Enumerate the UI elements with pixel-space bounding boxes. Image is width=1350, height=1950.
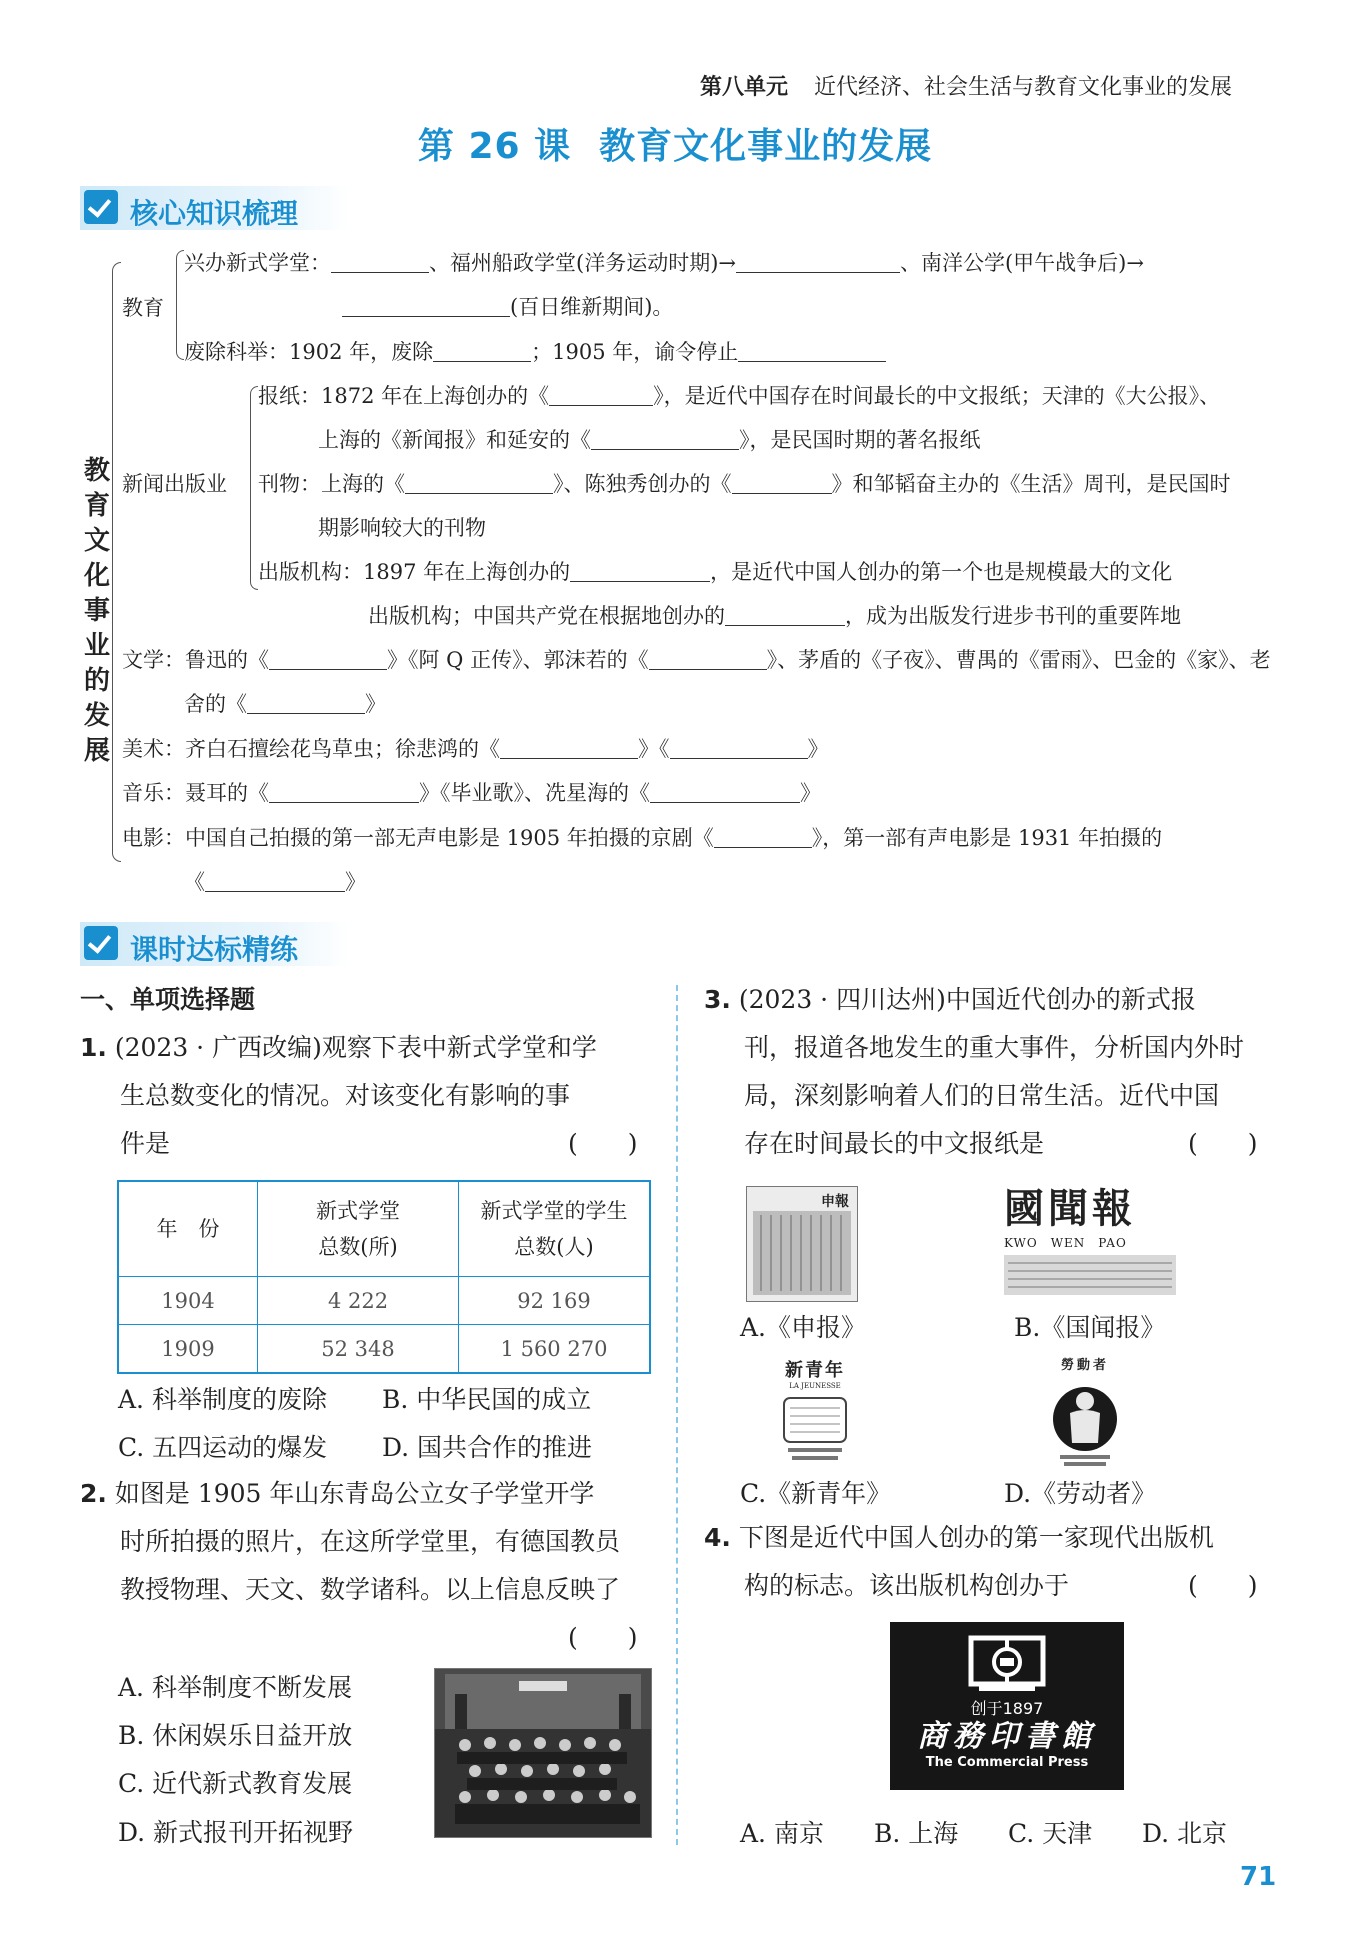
checkmark-icon (84, 190, 118, 224)
guowenbao-image: 國聞報 KWO WEN PAO (1004, 1186, 1176, 1300)
logo-since: 创于1897 (970, 1699, 1044, 1718)
q2-option-b[interactable]: B. 休闲娱乐日益开放 (118, 1721, 353, 1750)
question-1: 1. (2023 · 广西改编)观察下表中新式学堂和学 生总数变化的情况。对该变化有影响的事 件是 (80, 1033, 597, 1158)
q2-option-d[interactable]: D. 新式报刊开拓视野 (118, 1818, 354, 1847)
tree-line-7: 期影响较大的刊物 (318, 516, 486, 540)
shenbao-image: 申報 (746, 1186, 858, 1302)
q4-option-a[interactable]: A. 南京 (740, 1819, 824, 1848)
page-number: 71 (1240, 1862, 1277, 1892)
question-4: 4. 下图是近代中国人创办的第一家现代出版机 构的标志。该出版机构创办于 (704, 1523, 1214, 1600)
q4-option-d[interactable]: D. 北京 (1142, 1819, 1228, 1848)
tree-line-8: 出版机构：1897 年在上海创办的 ，是近代中国人创办的第一个也是规模最大的文化 (258, 560, 1173, 584)
news-brace (250, 386, 258, 590)
column-divider (676, 985, 678, 1845)
section-title: 课时达标精练 (130, 933, 299, 966)
school-stats-table (117, 1180, 651, 1374)
answer-blank-q3[interactable]: ( ) (1188, 1129, 1258, 1158)
tree-line-11: 舍的《 》 (184, 692, 386, 716)
q4-option-b[interactable]: B. 上海 (874, 1819, 959, 1848)
tree-line-10: 文学：鲁迅的《 》《阿 Q 正传》、郭沫若的《 》、茅盾的《子夜》、曹禺的《雷雨》、巴金的《家》、老 (122, 648, 1271, 672)
question-number: 3. (704, 985, 731, 1014)
lesson-number: 第 26 课 (417, 126, 572, 167)
tree-line-12: 美术：齐白石擅绘花鸟草虫；徐悲鸿的《 》《 》 (122, 737, 829, 761)
q1-option-d[interactable]: D. 国共合作的推进 (382, 1433, 593, 1462)
section-title: 核心知识梳理 (130, 197, 299, 230)
lesson-name: 教育文化事业的发展 (599, 126, 933, 167)
table-header-students: 新式学堂的学生 总数(人) (459, 1181, 651, 1277)
tree-line-13: 音乐：聂耳的《 》《毕业歌》、冼星海的《 》 (122, 781, 821, 805)
tree-news-label: 新闻出版业 (122, 472, 227, 496)
table-row: 1909 52 348 1 560 270 (118, 1325, 650, 1374)
unit-label: 第八单元 (700, 75, 789, 100)
logo-name: 商務印書館 (917, 1719, 1097, 1754)
answer-blank-q4[interactable]: ( ) (1188, 1571, 1258, 1600)
commercial-press-logo (890, 1622, 1124, 1790)
question-number: 4. (704, 1523, 731, 1552)
table-header-year: 年 份 (118, 1181, 258, 1277)
unit-header (700, 70, 1232, 101)
answer-blank-q1[interactable]: ( ) (568, 1129, 638, 1158)
section-core-knowledge (80, 186, 350, 230)
q4-option-c[interactable]: C. 天津 (1008, 1819, 1093, 1848)
tree-line-1: 兴办新式学堂： 、福州船政学堂(洋务运动时期)→ 、南洋公学(甲午战争后)→ (184, 251, 1144, 275)
root-brace (112, 262, 121, 862)
q1-option-a[interactable]: A. 科举制度的废除 (118, 1385, 327, 1414)
book-emblem-icon (967, 1632, 1047, 1694)
edu-brace (176, 250, 184, 360)
tree-root-label: 教育文化事业的发展 (83, 456, 110, 766)
tree-line-6: 刊物：上海的《 》、陈独秀创办的《 》和邹韬奋主办的《生活》周刊，是民国时 (258, 472, 1231, 496)
question-2: 2. 如图是 1905 年山东青岛公立女子学堂开学 时所拍摄的照片，在这所学堂里，有德国教员 教授物理、天文、数学诸科。以上信息反映了 (80, 1479, 621, 1604)
pencil-icon (84, 926, 118, 960)
tree-line-2: (百日维新期间)。 (342, 297, 673, 318)
q1-option-c[interactable]: C. 五四运动的爆发 (118, 1433, 328, 1462)
question-number: 2. (80, 1479, 107, 1508)
answer-blank-q2[interactable]: ( ) (568, 1623, 638, 1652)
school-photo (434, 1668, 652, 1838)
tree-line-3: 废除科举：1902 年，废除 ；1905 年，谕令停止 (184, 342, 886, 363)
tree-line-5: 上海的《新闻报》和延安的《 》，是民国时期的著名报纸 (318, 428, 981, 452)
part-title: 一、单项选择题 (80, 985, 256, 1014)
question-3: 3. (2023 · 四川达州)中国近代创办的新式报 刊，报道各地发生的重大事件，分析国内外时 局，深刻影响着人们的日常生活。近代中国 存在时间最长的中文报纸是 (704, 985, 1245, 1158)
section-practice (80, 922, 350, 966)
lesson-title (0, 118, 1350, 169)
q1-option-b[interactable]: B. 中华民国的成立 (382, 1385, 592, 1414)
q3-option-c[interactable]: C.《新青年》 (740, 1479, 892, 1508)
table-header-schools: 新式学堂 总数(所) (258, 1181, 459, 1277)
table-row: 1904 4 222 92 169 (118, 1277, 650, 1325)
q3-option-d[interactable]: D.《劳动者》 (1004, 1479, 1157, 1508)
q2-option-c[interactable]: C. 近代新式教育发展 (118, 1769, 353, 1798)
question-number: 1. (80, 1033, 107, 1062)
q3-option-a[interactable]: A.《申报》 (740, 1313, 867, 1342)
logo-english: The Commercial Press (925, 1755, 1089, 1770)
xinqingnian-image: 新青年 LA JEUNESSE (770, 1356, 860, 1468)
tree-line-4: 报纸：1872 年在上海创办的《 》，是近代中国存在时间最长的中文报纸；天津的《大公报》、 (258, 384, 1221, 408)
q3-option-b[interactable]: B.《国闻报》 (1014, 1313, 1166, 1342)
laodongzhe-image: 勞動者 (1040, 1354, 1130, 1468)
unit-title: 近代经济、社会生活与教育文化事业的发展 (814, 75, 1233, 100)
q2-option-a[interactable]: A. 科举制度不断发展 (118, 1673, 352, 1702)
tree-line-14: 电影：中国自己拍摄的第一部无声电影是 1905 年拍摄的京剧《 》，第一部有声电影是 1931 年拍摄的 (122, 826, 1163, 850)
tree-line-15: 《 》 (184, 870, 366, 894)
tree-line-9: 出版机构；中国共产党在根据地创办的 ，成为出版发行进步书刊的重要阵地 (368, 604, 1181, 628)
tree-edu-label: 教育 (122, 296, 164, 320)
